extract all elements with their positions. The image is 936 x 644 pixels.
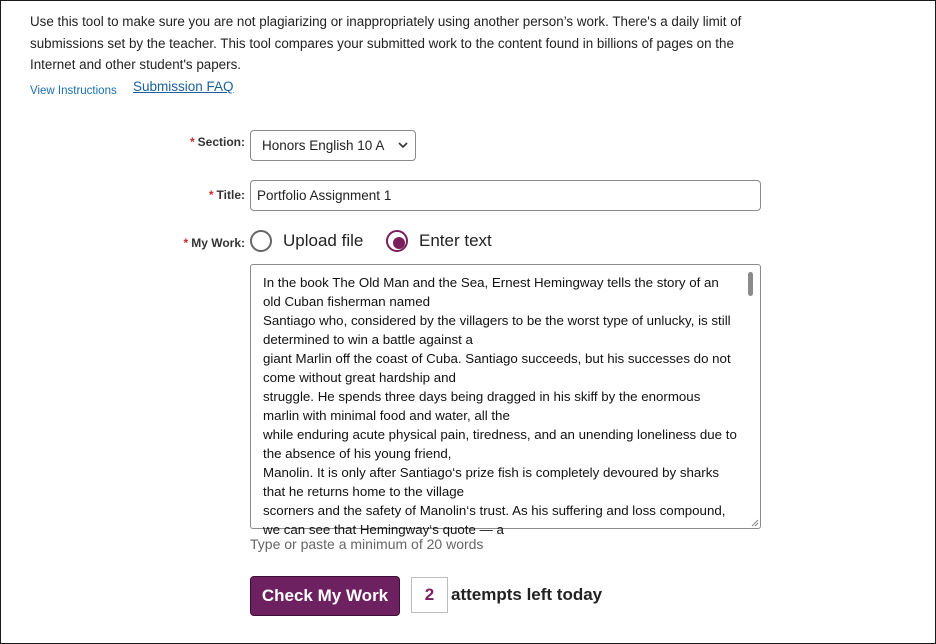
required-marker: *: [183, 236, 189, 250]
title-input-value: Portfolio Assignment 1: [257, 188, 392, 203]
title-input[interactable]: [250, 180, 761, 211]
work-textarea[interactable]: [250, 264, 761, 537]
view-instructions-link[interactable]: View Instructions: [30, 85, 117, 97]
resize-handle-icon[interactable]: [750, 518, 759, 527]
radio-upload-file-label: Upload file: [283, 231, 364, 250]
attempts-count: 2: [411, 577, 448, 613]
help-links: [30, 79, 234, 99]
check-my-work-button[interactable]: Check My Work: [250, 576, 400, 616]
section-label: * Section:: [189, 135, 245, 149]
submission-faq-link[interactable]: Submission FAQ: [133, 79, 234, 94]
radio-unchecked-icon: [250, 230, 272, 252]
attempts-left-text: attempts left today: [451, 585, 603, 604]
my-work-label: * My Work:: [183, 236, 245, 250]
title-label: * Title:: [208, 188, 245, 202]
work-text-content: In the book The Old Man and the Sea, Ernest Hemingway tells the story of an old Cuban fisherman named Santiago who, considered by the villagers to be the worst type of unlucky, is still determined to win a battle against a giant Marlin off the coast of Cuba. Santiago succeeds, but his successes do not come without great hardship and struggle. He spends three days being dragged in his skiff by the enormous marlin with minimal food and water, all the while enduring acute physical pain, tiredness, and an unending loneliness due to the absence of his young friend, Manolin. It is only after Santiago‘s prize fish is completely devoured by sharks that he returns home to the village scorners and the safety of Manolin‘s trust. As his suffering and loss compound, we can see that Hemingway‘s quote — a: [263, 275, 737, 537]
section-select[interactable]: [250, 130, 416, 161]
required-marker: *: [208, 188, 214, 202]
intro-text: Use this tool to make sure you are not plagiarizing or inappropriately using another person’s work. There's a daily limit of submissions set by the teacher. This tool compares your submitted work to the content found in billions of pages on the Internet and other student's papers.: [30, 14, 742, 72]
required-marker: *: [189, 135, 195, 149]
word-minimum-hint: Type or paste a minimum of 20 words: [250, 536, 484, 552]
textarea-scrollbar[interactable]: [748, 272, 753, 296]
radio-checked-icon: [386, 230, 408, 252]
section-select-value: Honors English 10 A: [262, 138, 385, 153]
chevron-down-icon: [398, 140, 408, 150]
radio-enter-text-label: Enter text: [419, 231, 492, 250]
